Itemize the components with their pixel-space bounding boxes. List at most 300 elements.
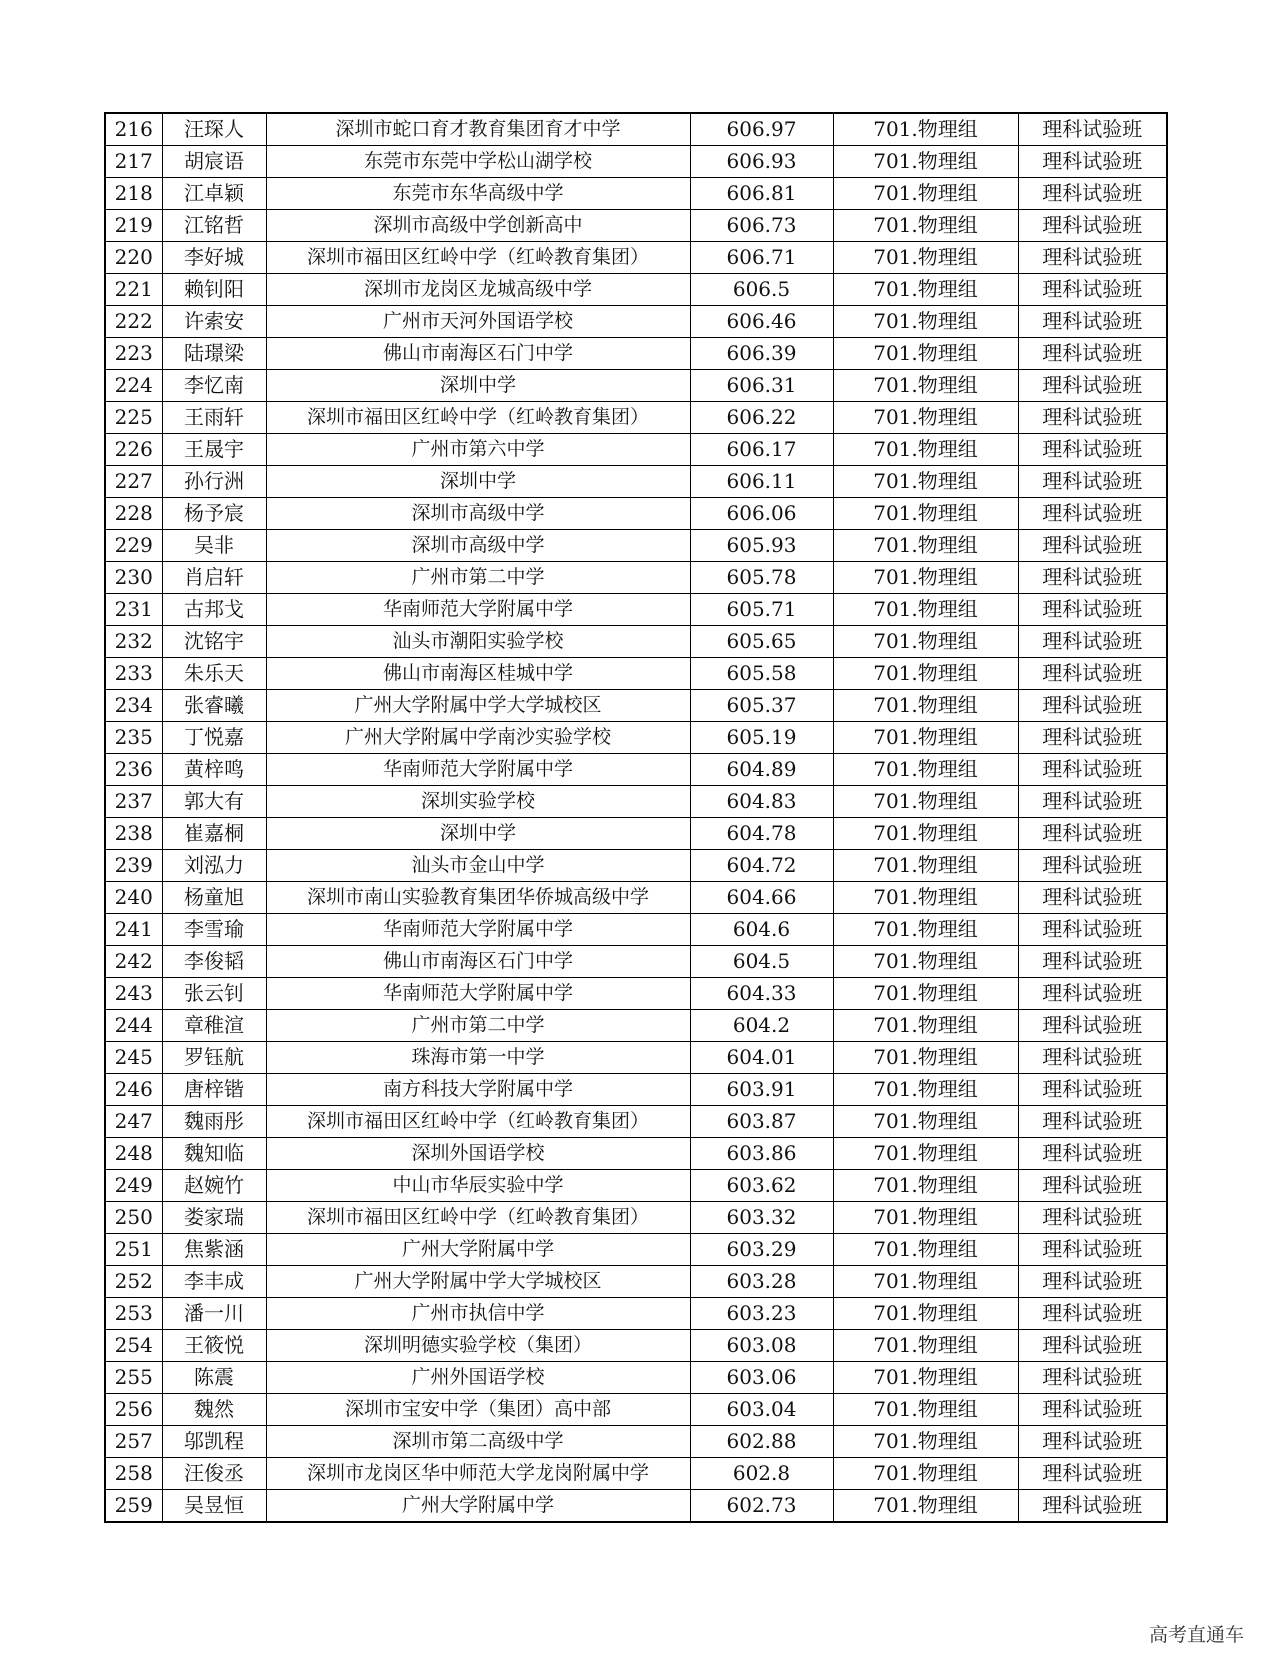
group-cell: 701.物理组 [833,786,1018,818]
school-cell: 深圳中学 [266,370,690,402]
name-cell: 王晟宇 [162,434,266,466]
name-cell: 王雨轩 [162,402,266,434]
rank-cell: 252 [105,1266,162,1298]
rank-cell: 241 [105,914,162,946]
group-cell: 701.物理组 [833,274,1018,306]
score-cell: 603.23 [690,1298,833,1330]
class-cell: 理科试验班 [1018,210,1167,242]
rank-cell: 247 [105,1106,162,1138]
school-cell: 深圳市龙岗区华中师范大学龙岗附属中学 [266,1458,690,1490]
class-cell: 理科试验班 [1018,466,1167,498]
rank-cell: 238 [105,818,162,850]
class-cell: 理科试验班 [1018,402,1167,434]
group-cell: 701.物理组 [833,722,1018,754]
class-cell: 理科试验班 [1018,498,1167,530]
score-cell: 603.04 [690,1394,833,1426]
class-cell: 理科试验班 [1018,882,1167,914]
group-cell: 701.物理组 [833,402,1018,434]
score-cell: 606.5 [690,274,833,306]
table-row [105,306,1167,338]
name-cell: 郭大有 [162,786,266,818]
score-cell: 603.28 [690,1266,833,1298]
group-cell: 701.物理组 [833,242,1018,274]
table-row [105,1074,1167,1106]
name-cell: 李好城 [162,242,266,274]
table-row [105,370,1167,402]
name-cell: 唐梓锴 [162,1074,266,1106]
school-cell: 深圳市福田区红岭中学（红岭教育集团） [266,242,690,274]
class-cell: 理科试验班 [1018,850,1167,882]
rank-cell: 228 [105,498,162,530]
class-cell: 理科试验班 [1018,1138,1167,1170]
score-cell: 606.97 [690,113,833,146]
school-cell: 汕头市潮阳实验学校 [266,626,690,658]
table-row [105,1234,1167,1266]
table-row [105,1298,1167,1330]
class-cell: 理科试验班 [1018,946,1167,978]
score-cell: 604.89 [690,754,833,786]
rank-cell: 232 [105,626,162,658]
table-row [105,1362,1167,1394]
score-cell: 606.06 [690,498,833,530]
name-cell: 李忆南 [162,370,266,402]
score-cell: 603.62 [690,1170,833,1202]
school-cell: 南方科技大学附属中学 [266,1074,690,1106]
group-cell: 701.物理组 [833,946,1018,978]
class-cell: 理科试验班 [1018,658,1167,690]
school-cell: 深圳市高级中学 [266,498,690,530]
group-cell: 701.物理组 [833,1266,1018,1298]
rank-cell: 246 [105,1074,162,1106]
school-cell: 佛山市南海区石门中学 [266,338,690,370]
group-cell: 701.物理组 [833,626,1018,658]
rank-cell: 235 [105,722,162,754]
table-row [105,338,1167,370]
group-cell: 701.物理组 [833,882,1018,914]
name-cell: 张云钊 [162,978,266,1010]
name-cell: 王筱悦 [162,1330,266,1362]
score-cell: 605.58 [690,658,833,690]
name-cell: 杨童旭 [162,882,266,914]
name-cell: 娄家瑞 [162,1202,266,1234]
class-cell: 理科试验班 [1018,306,1167,338]
rank-cell: 225 [105,402,162,434]
score-cell: 604.66 [690,882,833,914]
table-row [105,1170,1167,1202]
score-cell: 603.08 [690,1330,833,1362]
group-cell: 701.物理组 [833,530,1018,562]
class-cell: 理科试验班 [1018,242,1167,274]
group-cell: 701.物理组 [833,1490,1018,1523]
class-cell: 理科试验班 [1018,338,1167,370]
group-cell: 701.物理组 [833,1202,1018,1234]
group-cell: 701.物理组 [833,1426,1018,1458]
name-cell: 李丰成 [162,1266,266,1298]
score-cell: 605.37 [690,690,833,722]
group-cell: 701.物理组 [833,1458,1018,1490]
school-cell: 广州大学附属中学 [266,1490,690,1523]
table-row [105,1394,1167,1426]
score-cell: 605.71 [690,594,833,626]
rank-cell: 245 [105,1042,162,1074]
table-row [105,530,1167,562]
table-row [105,658,1167,690]
school-cell: 广州大学附属中学 [266,1234,690,1266]
group-cell: 701.物理组 [833,498,1018,530]
score-cell: 606.22 [690,402,833,434]
group-cell: 701.物理组 [833,914,1018,946]
score-cell: 606.71 [690,242,833,274]
group-cell: 701.物理组 [833,306,1018,338]
score-cell: 605.65 [690,626,833,658]
rank-cell: 236 [105,754,162,786]
class-cell: 理科试验班 [1018,1202,1167,1234]
school-cell: 佛山市南海区石门中学 [266,946,690,978]
group-cell: 701.物理组 [833,466,1018,498]
name-cell: 魏雨彤 [162,1106,266,1138]
group-cell: 701.物理组 [833,818,1018,850]
class-cell: 理科试验班 [1018,1074,1167,1106]
class-cell: 理科试验班 [1018,530,1167,562]
group-cell: 701.物理组 [833,1234,1018,1266]
rank-cell: 240 [105,882,162,914]
score-cell: 606.81 [690,178,833,210]
table-row [105,626,1167,658]
rank-cell: 258 [105,1458,162,1490]
name-cell: 邬凯程 [162,1426,266,1458]
name-cell: 沈铭宇 [162,626,266,658]
school-cell: 广州市天河外国语学校 [266,306,690,338]
name-cell: 汪琛人 [162,113,266,146]
table-row [105,1490,1167,1523]
class-cell: 理科试验班 [1018,434,1167,466]
class-cell: 理科试验班 [1018,1426,1167,1458]
group-cell: 701.物理组 [833,1330,1018,1362]
group-cell: 701.物理组 [833,1138,1018,1170]
rank-cell: 237 [105,786,162,818]
admission-table [104,112,1168,1523]
class-cell: 理科试验班 [1018,178,1167,210]
name-cell: 焦紫涵 [162,1234,266,1266]
group-cell: 701.物理组 [833,1106,1018,1138]
rank-cell: 219 [105,210,162,242]
score-cell: 604.01 [690,1042,833,1074]
school-cell: 深圳市南山实验教育集团华侨城高级中学 [266,882,690,914]
score-cell: 603.06 [690,1362,833,1394]
table-row [105,786,1167,818]
score-cell: 603.86 [690,1138,833,1170]
class-cell: 理科试验班 [1018,1362,1167,1394]
group-cell: 701.物理组 [833,658,1018,690]
name-cell: 魏知临 [162,1138,266,1170]
class-cell: 理科试验班 [1018,626,1167,658]
table-row [105,146,1167,178]
rank-cell: 229 [105,530,162,562]
school-cell: 深圳市第二高级中学 [266,1426,690,1458]
group-cell: 701.物理组 [833,594,1018,626]
rank-cell: 231 [105,594,162,626]
score-cell: 604.2 [690,1010,833,1042]
class-cell: 理科试验班 [1018,562,1167,594]
name-cell: 章稚渲 [162,1010,266,1042]
name-cell: 肖启轩 [162,562,266,594]
score-cell: 606.46 [690,306,833,338]
table-row [105,1042,1167,1074]
class-cell: 理科试验班 [1018,1042,1167,1074]
rank-cell: 257 [105,1426,162,1458]
watermark-text: 高考直通车 [1148,1624,1244,1646]
table-row [105,1202,1167,1234]
class-cell: 理科试验班 [1018,274,1167,306]
score-cell: 604.33 [690,978,833,1010]
table-row [105,434,1167,466]
school-cell: 中山市华辰实验中学 [266,1170,690,1202]
school-cell: 佛山市南海区桂城中学 [266,658,690,690]
school-cell: 深圳市高级中学 [266,530,690,562]
school-cell: 深圳市福田区红岭中学（红岭教育集团） [266,1202,690,1234]
school-cell: 华南师范大学附属中学 [266,594,690,626]
score-cell: 603.91 [690,1074,833,1106]
table-row [105,562,1167,594]
school-cell: 深圳外国语学校 [266,1138,690,1170]
class-cell: 理科试验班 [1018,1458,1167,1490]
score-cell: 603.32 [690,1202,833,1234]
table-body [105,113,1167,1522]
name-cell: 陆璟梁 [162,338,266,370]
school-cell: 深圳中学 [266,818,690,850]
name-cell: 杨予宸 [162,498,266,530]
group-cell: 701.物理组 [833,850,1018,882]
group-cell: 701.物理组 [833,1010,1018,1042]
school-cell: 华南师范大学附属中学 [266,978,690,1010]
rank-cell: 227 [105,466,162,498]
school-cell: 华南师范大学附属中学 [266,914,690,946]
table-row [105,210,1167,242]
table-row [105,498,1167,530]
name-cell: 江铭哲 [162,210,266,242]
table-row [105,754,1167,786]
table-row [105,178,1167,210]
rank-cell: 221 [105,274,162,306]
class-cell: 理科试验班 [1018,690,1167,722]
name-cell: 吴非 [162,530,266,562]
rank-cell: 233 [105,658,162,690]
school-cell: 深圳中学 [266,466,690,498]
rank-cell: 242 [105,946,162,978]
name-cell: 陈震 [162,1362,266,1394]
class-cell: 理科试验班 [1018,818,1167,850]
name-cell: 吴昱恒 [162,1490,266,1523]
group-cell: 701.物理组 [833,1298,1018,1330]
table-row [105,1426,1167,1458]
school-cell: 广州外国语学校 [266,1362,690,1394]
class-cell: 理科试验班 [1018,1490,1167,1523]
score-cell: 606.73 [690,210,833,242]
class-cell: 理科试验班 [1018,1234,1167,1266]
group-cell: 701.物理组 [833,146,1018,178]
rank-cell: 223 [105,338,162,370]
name-cell: 刘泓力 [162,850,266,882]
score-cell: 603.29 [690,1234,833,1266]
group-cell: 701.物理组 [833,1170,1018,1202]
school-cell: 深圳市福田区红岭中学（红岭教育集团） [266,1106,690,1138]
name-cell: 江卓颖 [162,178,266,210]
table-row [105,466,1167,498]
table-row [105,402,1167,434]
rank-cell: 248 [105,1138,162,1170]
score-cell: 604.78 [690,818,833,850]
rank-cell: 216 [105,113,162,146]
class-cell: 理科试验班 [1018,722,1167,754]
rank-cell: 250 [105,1202,162,1234]
rank-cell: 253 [105,1298,162,1330]
table-row [105,722,1167,754]
rank-cell: 243 [105,978,162,1010]
name-cell: 汪俊丞 [162,1458,266,1490]
class-cell: 理科试验班 [1018,754,1167,786]
name-cell: 古邦戈 [162,594,266,626]
rank-cell: 224 [105,370,162,402]
table-row [105,1330,1167,1362]
name-cell: 朱乐天 [162,658,266,690]
school-cell: 广州大学附属中学南沙实验学校 [266,722,690,754]
rank-cell: 259 [105,1490,162,1523]
class-cell: 理科试验班 [1018,1394,1167,1426]
score-cell: 604.83 [690,786,833,818]
group-cell: 701.物理组 [833,1074,1018,1106]
name-cell: 潘一川 [162,1298,266,1330]
class-cell: 理科试验班 [1018,146,1167,178]
table-row [105,113,1167,146]
school-cell: 广州市执信中学 [266,1298,690,1330]
class-cell: 理科试验班 [1018,1170,1167,1202]
table-row [105,1266,1167,1298]
score-cell: 602.73 [690,1490,833,1523]
group-cell: 701.物理组 [833,178,1018,210]
table-row [105,1010,1167,1042]
name-cell: 黄梓鸣 [162,754,266,786]
group-cell: 701.物理组 [833,562,1018,594]
school-cell: 广州市第六中学 [266,434,690,466]
name-cell: 丁悦嘉 [162,722,266,754]
group-cell: 701.物理组 [833,690,1018,722]
name-cell: 崔嘉桐 [162,818,266,850]
score-cell: 606.93 [690,146,833,178]
table-row [105,914,1167,946]
table-row [105,1138,1167,1170]
table-row [105,1458,1167,1490]
class-cell: 理科试验班 [1018,113,1167,146]
rank-cell: 220 [105,242,162,274]
score-cell: 604.6 [690,914,833,946]
class-cell: 理科试验班 [1018,1266,1167,1298]
rank-cell: 226 [105,434,162,466]
name-cell: 李雪瑜 [162,914,266,946]
name-cell: 张睿曦 [162,690,266,722]
rank-cell: 244 [105,1010,162,1042]
rank-cell: 256 [105,1394,162,1426]
score-cell: 604.5 [690,946,833,978]
name-cell: 孙行洲 [162,466,266,498]
rank-cell: 255 [105,1362,162,1394]
group-cell: 701.物理组 [833,434,1018,466]
class-cell: 理科试验班 [1018,914,1167,946]
school-cell: 华南师范大学附属中学 [266,754,690,786]
table-row [105,274,1167,306]
school-cell: 深圳市蛇口育才教育集团育才中学 [266,113,690,146]
score-cell: 605.19 [690,722,833,754]
class-cell: 理科试验班 [1018,978,1167,1010]
class-cell: 理科试验班 [1018,1330,1167,1362]
rank-cell: 230 [105,562,162,594]
table-row [105,978,1167,1010]
table-row [105,882,1167,914]
name-cell: 许索安 [162,306,266,338]
rank-cell: 234 [105,690,162,722]
score-cell: 606.31 [690,370,833,402]
table-row [105,1106,1167,1138]
school-cell: 广州市第二中学 [266,1010,690,1042]
school-cell: 珠海市第一中学 [266,1042,690,1074]
score-cell: 602.88 [690,1426,833,1458]
school-cell: 深圳市福田区红岭中学（红岭教育集团） [266,402,690,434]
group-cell: 701.物理组 [833,338,1018,370]
score-cell: 605.93 [690,530,833,562]
table-row [105,818,1167,850]
score-cell: 603.87 [690,1106,833,1138]
rank-cell: 251 [105,1234,162,1266]
name-cell: 魏然 [162,1394,266,1426]
class-cell: 理科试验班 [1018,786,1167,818]
name-cell: 李俊韬 [162,946,266,978]
school-cell: 东莞市东莞中学松山湖学校 [266,146,690,178]
school-cell: 东莞市东华高级中学 [266,178,690,210]
rank-cell: 249 [105,1170,162,1202]
table-row [105,594,1167,626]
score-cell: 604.72 [690,850,833,882]
class-cell: 理科试验班 [1018,1106,1167,1138]
group-cell: 701.物理组 [833,1362,1018,1394]
group-cell: 701.物理组 [833,370,1018,402]
rank-cell: 222 [105,306,162,338]
school-cell: 广州大学附属中学大学城校区 [266,690,690,722]
rank-cell: 218 [105,178,162,210]
rank-cell: 254 [105,1330,162,1362]
school-cell: 深圳市高级中学创新高中 [266,210,690,242]
group-cell: 701.物理组 [833,978,1018,1010]
score-cell: 606.17 [690,434,833,466]
group-cell: 701.物理组 [833,1042,1018,1074]
rank-cell: 239 [105,850,162,882]
school-cell: 广州大学附属中学大学城校区 [266,1266,690,1298]
school-cell: 深圳市宝安中学（集团）高中部 [266,1394,690,1426]
group-cell: 701.物理组 [833,210,1018,242]
table-row [105,850,1167,882]
class-cell: 理科试验班 [1018,370,1167,402]
table-row [105,946,1167,978]
name-cell: 赵婉竹 [162,1170,266,1202]
table-row [105,690,1167,722]
school-cell: 深圳市龙岗区龙城高级中学 [266,274,690,306]
score-cell: 606.39 [690,338,833,370]
school-cell: 广州市第二中学 [266,562,690,594]
score-cell: 605.78 [690,562,833,594]
name-cell: 罗钰航 [162,1042,266,1074]
class-cell: 理科试验班 [1018,594,1167,626]
rank-cell: 217 [105,146,162,178]
table-row [105,242,1167,274]
score-cell: 606.11 [690,466,833,498]
